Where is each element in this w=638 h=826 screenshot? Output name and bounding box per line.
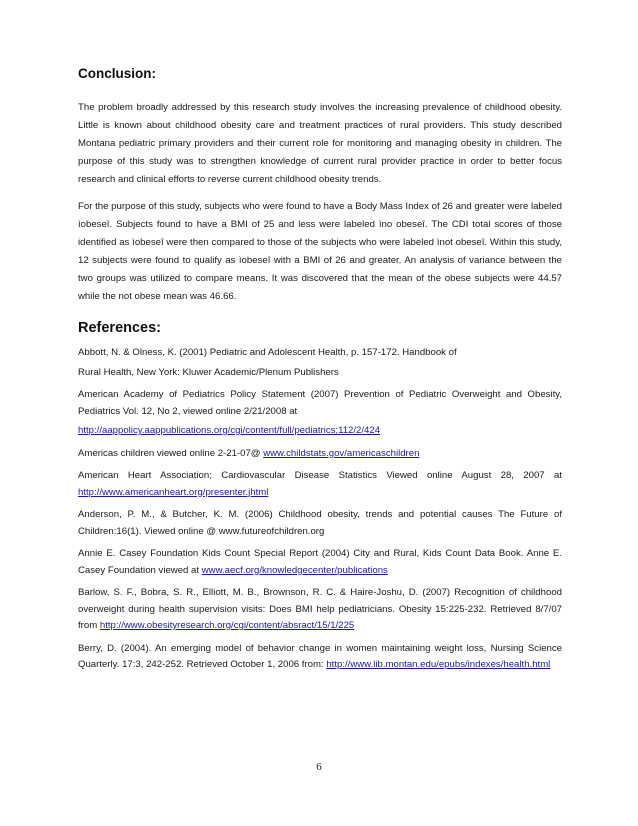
page-content: [78, 66, 562, 680]
reference-link[interactable]: www.aecf.org/knowledgecenter/publications: [201, 564, 388, 576]
reference-entry: [78, 468, 562, 501]
reference-text: American Academy of Pediatrics Policy Statement (2007) Prevention of Pediatric Overweight and Obesity, Pediatrics Vol. 12, No 2, viewed online 2/21/2008 at: [78, 389, 562, 417]
reference-entry: [78, 585, 562, 635]
reference-entry: [78, 546, 562, 579]
reference-text: Abbott, N. & Olness, K. (2001) Pediatric and Adolescent Health, p. 157-172. Handbook of: [78, 347, 457, 358]
conclusion-heading: Conclusion:: [78, 66, 156, 81]
reference-entry: [78, 365, 562, 382]
conclusion-paragraph: For the purpose of this study, subjects who were found to have a Body Mass Index of 26 and greater were labeled ìobeseî. Subjects found to have a BMI of 25 and less were labeled ìno obeseî. The CDI total scores of those identified as ìobeseî were then compared to those of the subjects who were labeled ìnot obeseî. Within this study, 12 subjects were found to qualify as ìobeseî with a BMI of 26 and greater. An analysis of variance between the two groups was utilized to compare means. It was discovered that the mean of the obese subjects were 44.57 while the not obese mean was 46.66.: [78, 201, 562, 302]
reference-entry: [78, 446, 562, 463]
conclusion-paragraph: The problem broadly addressed by this research study involves the increasing prevalence of childhood obesity. Little is known about childhood obesity care and treatment practices of rural providers. This study described Montana pediatric primary providers and their current role for monitoring and managing obesity in children. The purpose of this study was to strengthen knowledge of current rural provider practice in order to better focus research and clinical efforts to reverse current childhood obesity trends.: [78, 102, 562, 185]
reference-text: Americas children viewed online 2-21-07@: [78, 447, 264, 459]
reference-link[interactable]: http://www.obesityresearch.org/cgi/content/absract/15/1/225: [99, 620, 355, 631]
reference-link[interactable]: http://www.americanheart.org/presenter.jhtml: [78, 486, 269, 498]
reference-link[interactable]: www.childstats.gov/americaschildren: [263, 447, 420, 459]
reference-text: Barlow, S. F., Bobra, S. R., Elliott, M. B., Brownson, R. C. & Haire-Joshu, D. (2007) Recognition of childhood overweight during health supervision visits: Does BMI help pediatricians. Obesity 15:225-232. Retrieved 8/7/07 from: [78, 587, 562, 631]
references-list: [78, 345, 562, 674]
reference-text: Rural Health, New York: Kluwer Academic/Plenum Publishers: [78, 366, 339, 378]
reference-text: Anderson, P. M., & Butcher, K. M. (2006) Childhood obesity, trends and potential causes The Future of Children:16(1). Viewed online @ www.futureofchildren.org: [78, 509, 562, 537]
reference-link[interactable]: http://aappolicy.aappublications.org/cgi/content/full/pediatrics;112/2/424: [78, 425, 381, 436]
references-heading: References:: [78, 320, 162, 336]
reference-entry: [78, 641, 562, 674]
reference-text: American Heart Association; Cardiovascular Disease Statistics Viewed online August 28, 2007 at: [78, 470, 562, 481]
reference-entry: [78, 423, 562, 440]
reference-entry: [78, 507, 562, 540]
reference-entry: [78, 387, 562, 420]
reference-entry: [78, 345, 562, 362]
reference-text: Berry, D. (2004). An emerging model of behavior change in women maintaining weight loss, Nursing Science Quarterly. 17:3, 242-252. Retrieved October 1, 2006 from:: [78, 642, 562, 670]
reference-text: Annie E. Casey Foundation Kids Count Special Report (2004) City and Rural, Kids Count Data Book. Anne E. Casey Foundation viewed at: [78, 548, 562, 576]
reference-link[interactable]: http://www.lib.montan.edu/epubs/indexes/health.html: [326, 659, 551, 670]
page-number: 6: [316, 761, 322, 773]
